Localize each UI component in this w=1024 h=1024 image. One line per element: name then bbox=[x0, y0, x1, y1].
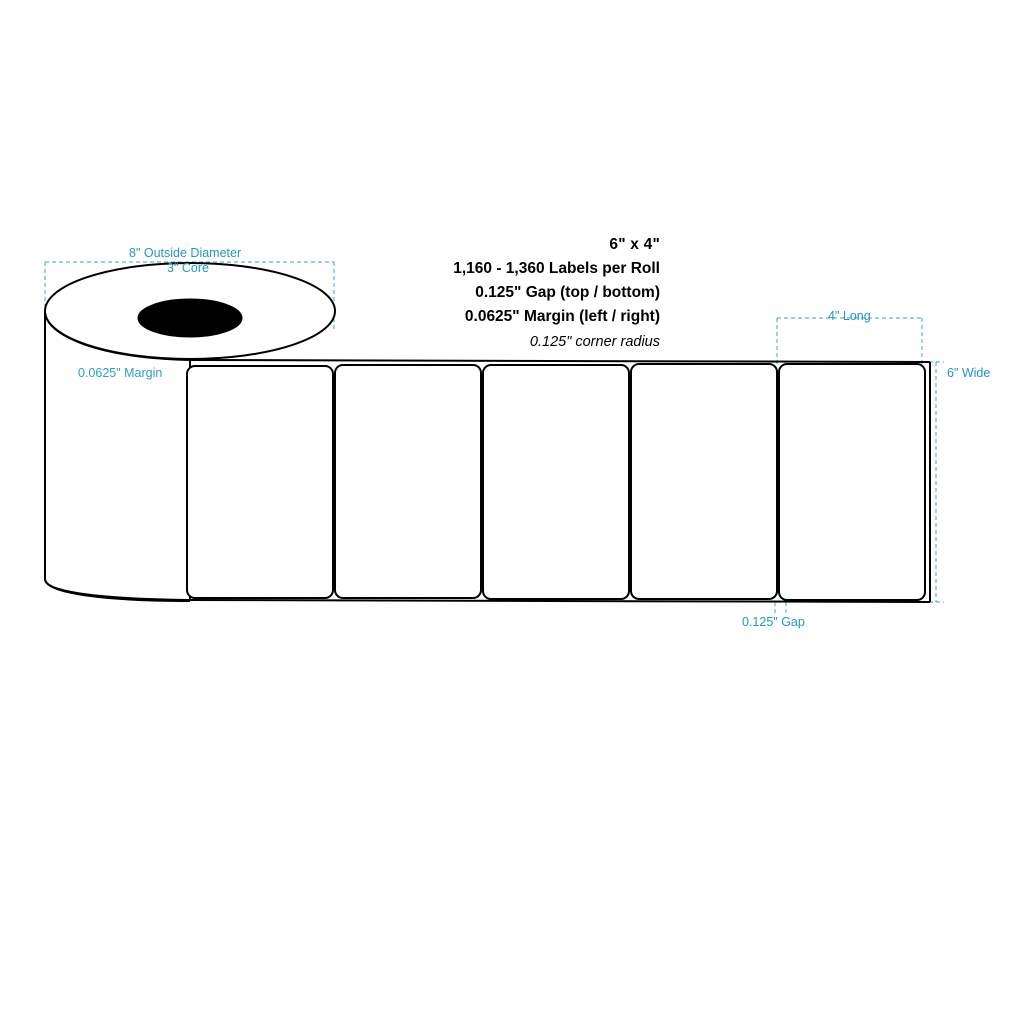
label-group bbox=[187, 364, 925, 600]
dimension-gap: 0.125" Gap bbox=[742, 615, 805, 629]
spec-labels-per-roll: 1,160 - 1,360 Labels per Roll bbox=[453, 260, 660, 277]
table-row bbox=[779, 364, 925, 600]
liner-top-edge bbox=[190, 360, 930, 362]
spec-block bbox=[330, 233, 660, 354]
spec-gap: 0.125" Gap (top / bottom) bbox=[475, 284, 660, 301]
spec-corner-radius: 0.125" corner radius bbox=[529, 334, 660, 350]
spec-margin: 0.0625" Margin (left / right) bbox=[464, 308, 660, 325]
table-row bbox=[631, 364, 777, 599]
dimension-long: 4" Long bbox=[828, 309, 871, 323]
dimension-core: 3" Core bbox=[167, 261, 209, 275]
table-row bbox=[483, 365, 629, 599]
roll-core-hole bbox=[138, 299, 242, 337]
table-row bbox=[335, 365, 481, 598]
dimension-wide: 6" Wide bbox=[947, 366, 991, 380]
table-row bbox=[187, 366, 333, 598]
dimension-margin-left: 0.0625" Margin bbox=[78, 366, 163, 380]
dimension-outside-diameter: 8" Outside Diameter bbox=[129, 246, 242, 260]
spec-size: 6" x 4" bbox=[609, 236, 660, 253]
